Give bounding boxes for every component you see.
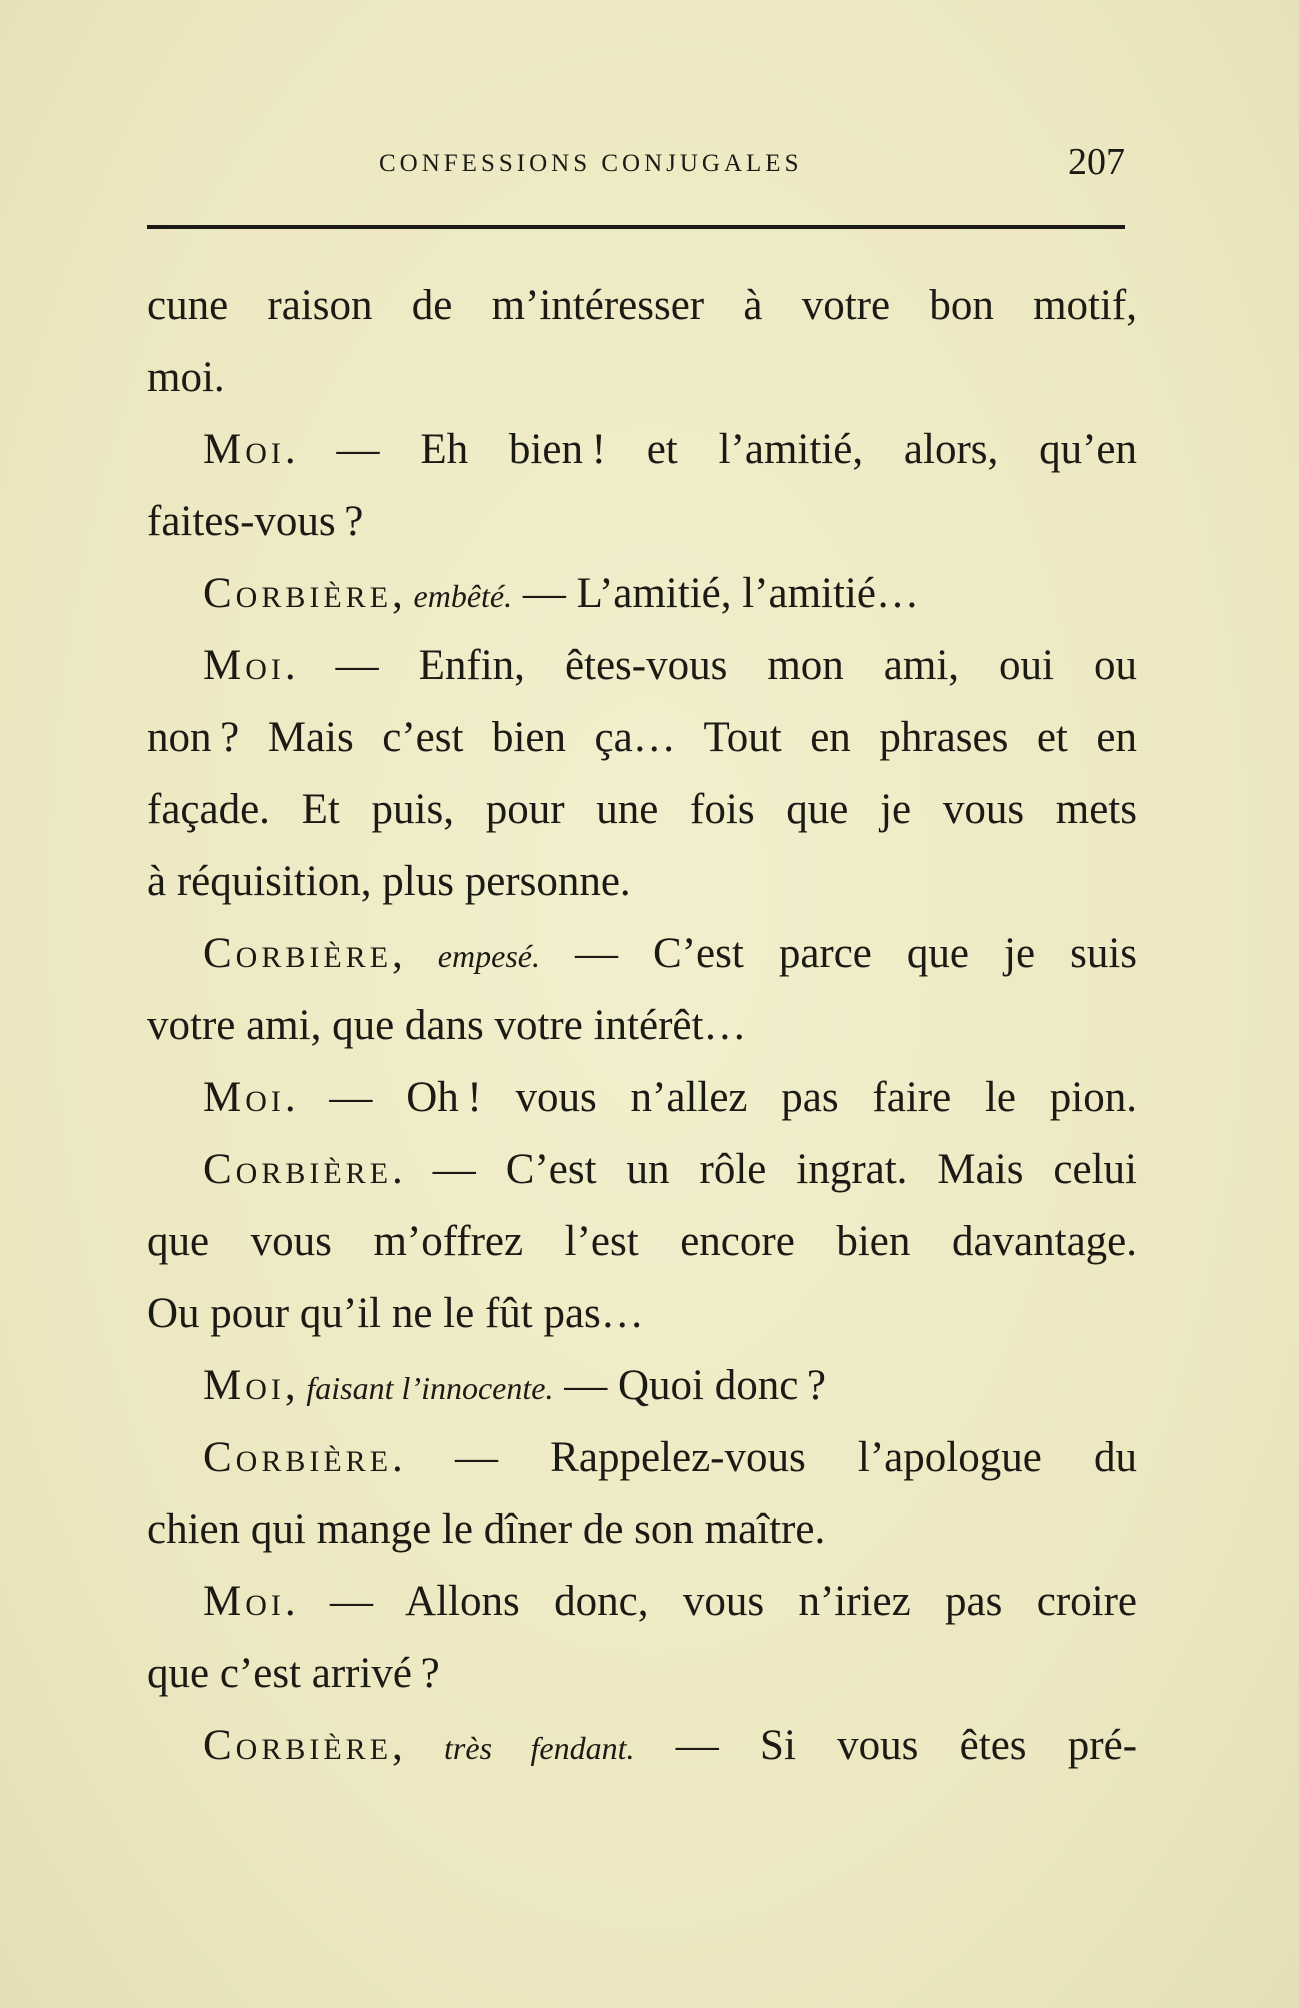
text-line: moi. bbox=[147, 354, 225, 401]
speaker-name: Corbière bbox=[203, 1722, 393, 1769]
dialogue-line: Corbière, très fendant. — Si vous êtes pré- bbox=[203, 1722, 1138, 1769]
text-line: Ou pour qu’il ne le fût pas… bbox=[147, 1290, 644, 1337]
dialogue-line: Corbière. — C’est un rôle ingrat. Mais celui bbox=[203, 1146, 1137, 1193]
running-head bbox=[147, 140, 1125, 200]
dialogue-line: Corbière. — Rappelez-vous l’apologue du bbox=[203, 1434, 1137, 1481]
text-line: à réquisition, plus personne. bbox=[147, 858, 631, 905]
stage-direction: faisant l’innocente. bbox=[306, 1370, 554, 1406]
text-line: faites-vous ? bbox=[147, 498, 364, 545]
body-text bbox=[147, 270, 1137, 1782]
dialogue-line: Corbière, empesé. — C’est parce que je suis bbox=[203, 930, 1138, 977]
speaker-name: Corbière bbox=[203, 570, 393, 617]
speaker-name: Moi bbox=[203, 642, 285, 689]
dialogue-line: Moi. — Oh ! vous n’allez pas faire le pion. bbox=[203, 1074, 1137, 1121]
text-line: votre ami, que dans votre intérêt… bbox=[147, 1002, 747, 1049]
dialogue-line: Moi. — Enfin, êtes-vous mon ami, oui ou bbox=[203, 642, 1137, 689]
page-number: 207 bbox=[1068, 141, 1125, 183]
text-line: façade. Et puis, pour une fois que je vous mets bbox=[147, 786, 1137, 833]
speaker-name: Corbière bbox=[203, 1146, 393, 1193]
speaker-name: Moi bbox=[203, 426, 285, 473]
stage-direction: embêté. bbox=[413, 578, 513, 614]
speaker-name: Moi bbox=[203, 1362, 285, 1409]
stage-direction: empesé. bbox=[437, 938, 540, 974]
speaker-name: Corbière bbox=[203, 1434, 393, 1481]
speaker-name: Moi bbox=[203, 1074, 285, 1121]
speaker-name: Moi bbox=[203, 1578, 285, 1625]
text-line: chien qui mange le dîner de son maître. bbox=[147, 1506, 826, 1553]
dialogue-line: Moi, faisant l’innocente. — Quoi donc ? bbox=[203, 1362, 826, 1409]
stage-direction: très fendant. bbox=[444, 1730, 635, 1766]
text-line: non ? Mais c’est bien ça… Tout en phrases et en bbox=[147, 714, 1137, 761]
dialogue-line: Moi. — Eh bien ! et l’amitié, alors, qu’en bbox=[203, 426, 1137, 473]
text-line: cune raison de m’intéresser à votre bon motif, bbox=[147, 282, 1137, 329]
running-title: CONFESSIONS CONJUGALES bbox=[379, 150, 803, 177]
header-rule bbox=[147, 225, 1125, 229]
text-line: que vous m’offrez l’est encore bien davantage. bbox=[147, 1218, 1137, 1265]
dialogue-line: Moi. — Allons donc, vous n’iriez pas croire bbox=[203, 1578, 1137, 1625]
text-line: que c’est arrivé ? bbox=[147, 1650, 440, 1697]
dialogue-line: Corbière, embêté. — L’amitié, l’amitié… bbox=[203, 570, 919, 617]
speaker-name: Corbière bbox=[203, 930, 393, 977]
